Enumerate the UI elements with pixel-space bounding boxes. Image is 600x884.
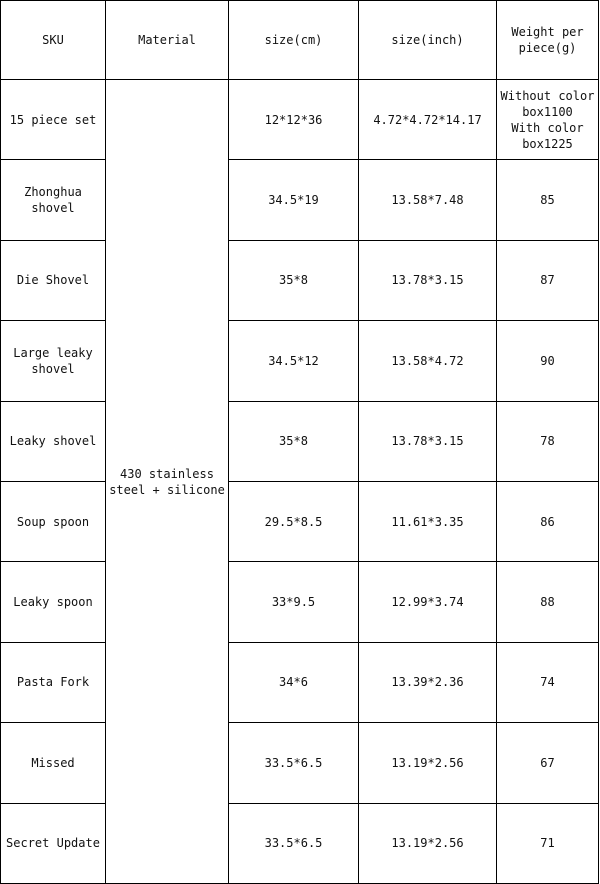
weight-cell: 86 xyxy=(497,481,599,561)
material-cell: 430 stainless steel + silicone xyxy=(106,80,229,884)
sku-cell: Zhonghua shovel xyxy=(1,160,106,240)
table-row xyxy=(1,562,599,642)
weight-cell: 78 xyxy=(497,401,599,481)
sku-cell: Large leaky shovel xyxy=(1,321,106,401)
weight-cell: 71 xyxy=(497,803,599,883)
size-cm-cell: 34.5*12 xyxy=(229,321,359,401)
size-inch-cell: 12.99*3.74 xyxy=(359,562,497,642)
weight-cell: 87 xyxy=(497,240,599,320)
weight-cell: 85 xyxy=(497,160,599,240)
table-row xyxy=(1,160,599,240)
size-inch-cell: 13.78*3.15 xyxy=(359,240,497,320)
sku-cell: Missed xyxy=(1,723,106,803)
header-weight: Weight per piece(g) xyxy=(497,1,599,80)
size-cm-cell: 29.5*8.5 xyxy=(229,481,359,561)
sku-cell: Soup spoon xyxy=(1,481,106,561)
size-inch-cell: 13.39*2.36 xyxy=(359,642,497,722)
size-cm-cell: 33.5*6.5 xyxy=(229,803,359,883)
sku-cell: Secret Update xyxy=(1,803,106,883)
weight-line-with-box: With color box1225 xyxy=(511,120,584,151)
size-cm-cell: 35*8 xyxy=(229,240,359,320)
table-row xyxy=(1,321,599,401)
size-inch-cell: 13.19*2.56 xyxy=(359,723,497,803)
size-cm-cell: 33.5*6.5 xyxy=(229,723,359,803)
sku-cell: Leaky shovel xyxy=(1,401,106,481)
size-inch-cell: 13.58*7.48 xyxy=(359,160,497,240)
weight-line-without-box: Without color box1100 xyxy=(500,88,595,119)
size-inch-cell: 13.58*4.72 xyxy=(359,321,497,401)
header-size-inch: size(inch) xyxy=(359,1,497,80)
sku-cell: Leaky spoon xyxy=(1,562,106,642)
size-inch-cell: 11.61*3.35 xyxy=(359,481,497,561)
size-inch-cell: 13.19*2.56 xyxy=(359,803,497,883)
sku-cell: Die Shovel xyxy=(1,240,106,320)
size-cm-cell: 34.5*19 xyxy=(229,160,359,240)
weight-cell: 88 xyxy=(497,562,599,642)
table-row xyxy=(1,803,599,883)
size-inch-cell: 13.78*3.15 xyxy=(359,401,497,481)
header-sku: SKU xyxy=(1,1,106,80)
table-row xyxy=(1,642,599,722)
weight-cell xyxy=(497,80,599,160)
table-row xyxy=(1,481,599,561)
size-cm-cell: 33*9.5 xyxy=(229,562,359,642)
header-size-cm: size(cm) xyxy=(229,1,359,80)
size-cm-cell: 35*8 xyxy=(229,401,359,481)
table-row xyxy=(1,401,599,481)
table-row xyxy=(1,723,599,803)
size-cm-cell: 12*12*36 xyxy=(229,80,359,160)
sku-cell: Pasta Fork xyxy=(1,642,106,722)
header-row xyxy=(1,1,599,80)
sku-cell: 15 piece set xyxy=(1,80,106,160)
weight-cell: 67 xyxy=(497,723,599,803)
size-cm-cell: 34*6 xyxy=(229,642,359,722)
weight-cell: 90 xyxy=(497,321,599,401)
header-material: Material xyxy=(106,1,229,80)
table-row xyxy=(1,240,599,320)
table-row xyxy=(1,80,599,160)
size-inch-cell: 4.72*4.72*14.17 xyxy=(359,80,497,160)
weight-cell: 74 xyxy=(497,642,599,722)
